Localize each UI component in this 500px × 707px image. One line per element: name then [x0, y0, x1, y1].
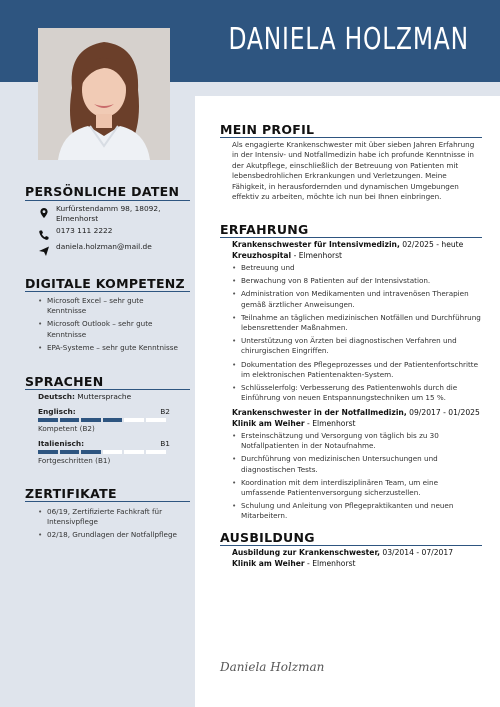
level-segment — [38, 450, 58, 454]
level-segment — [60, 450, 80, 454]
list-item: • Betreuung und — [232, 263, 482, 273]
job-1 — [232, 240, 482, 406]
phone-icon — [38, 226, 52, 238]
section-title-personal: PERSÖNLICHE DATEN — [25, 184, 180, 199]
language-level-text: Fortgeschritten (B1) — [38, 456, 111, 465]
job-title: Krankenschwester in der Notfallmedizin, — [232, 408, 407, 417]
education-dates: 03/2014 - 07/2017 — [379, 548, 454, 557]
list-item: • Durchführung von medizinischen Untersuchungen und diagnostischen Tests. — [232, 454, 482, 474]
employer-location: - Elmenhorst — [291, 250, 343, 260]
language-italian — [38, 439, 170, 465]
level-segment — [124, 450, 144, 454]
section-title-experience: ERFAHRUNG — [220, 222, 309, 237]
native-language-level: Muttersprache — [74, 392, 132, 401]
signature: Daniela Holzman — [220, 660, 325, 674]
native-language — [38, 392, 170, 401]
phone-number: 0173 111 2222 — [56, 226, 113, 235]
profile-text: Als engagierte Krankenschwester mit über sieben Jahren Erfahrung in der Intensiv- und Notfallmedizin habe ich profunde Kenntnisse in der Akutpflege, einschließlich der Betreuung von Patienten mit lebensbedrohlichen Erkrankungen und Verletzungen. Meine Fähigkeit, in herausfordernden und dynamischen Umgebungen effektiv zu arbeiten, möchte ich nun bei Ihnen einbringen. — [232, 140, 475, 202]
education-title: Ausbildung zur Krankenschwester, — [232, 548, 380, 557]
job-dates: 09/2017 - 01/2025 — [406, 408, 480, 417]
divider — [25, 291, 190, 292]
employer-line — [232, 251, 482, 262]
employer-line — [232, 419, 482, 430]
list-item: • Microsoft Outlook – sehr gute Kenntnisse — [38, 319, 178, 339]
section-title-profile: MEIN PROFIL — [220, 122, 315, 137]
language-english — [38, 407, 170, 433]
languages-block — [38, 392, 170, 465]
language-level-text: Kompetent (B2) — [38, 424, 95, 433]
language-level-bar — [38, 450, 170, 454]
level-segment — [81, 418, 101, 422]
employer-location: - Elmenhorst — [304, 418, 356, 428]
job-2 — [232, 408, 482, 525]
language-name: Italienisch: — [38, 439, 85, 448]
level-segment — [103, 450, 123, 454]
list-item: • 06/19, Zertifizierte Fachkraft für Intensivpflege — [38, 507, 178, 527]
list-item: • Schlüsselerfolg: Verbesserung des Patientenwohls durch die Einführung von neuen Entspannungstechniken um 15 %. — [232, 383, 482, 403]
native-language-name: Deutsch: — [38, 392, 75, 401]
section-title-education: AUSBILDUNG — [220, 530, 315, 545]
language-level-bar — [38, 418, 170, 422]
divider — [220, 237, 482, 238]
list-item: • Teilnahme an täglichen medizinischen Notfällen und Durchführung lebensrettender Maßnahmen. — [232, 313, 482, 333]
certificates-list — [38, 507, 178, 544]
language-level-code: B2 — [160, 407, 170, 416]
section-title-languages: SPRACHEN — [25, 374, 104, 389]
divider — [220, 137, 482, 138]
list-item: • Unterstützung von Ärzten bei diagnostischen Verfahren und chirurgischen Eingriffen. — [232, 336, 482, 356]
language-name: Englisch: — [38, 407, 76, 416]
location-pin-icon — [38, 204, 52, 216]
list-item: • 02/18, Grundlagen der Notfallpflege — [38, 530, 178, 540]
address-line-2: Elmenhorst — [56, 214, 99, 223]
section-title-certificates: ZERTIFIKATE — [25, 486, 117, 501]
digital-skills-list — [38, 296, 178, 356]
job-title: Krankenschwester für Intensivmedizin, — [232, 240, 400, 249]
list-item: • Microsoft Excel – sehr gute Kenntnisse — [38, 296, 178, 316]
level-segment — [38, 418, 58, 422]
section-title-digital: DIGITALE KOMPETENZ — [25, 276, 185, 291]
education-entry — [232, 548, 482, 569]
school-location: - Elmenhorst — [304, 558, 356, 568]
list-item: • Berwachung von 8 Patienten auf der Intensivstation. — [232, 276, 482, 286]
level-segment — [81, 450, 101, 454]
job-dates: 02/2025 - heute — [399, 240, 464, 249]
list-item: • Schulung und Anleitung von Pflegepraktikanten und neuen Mitarbeitern. — [232, 501, 482, 521]
level-segment — [146, 418, 166, 422]
level-segment — [124, 418, 144, 422]
divider — [25, 389, 190, 390]
level-segment — [60, 418, 80, 422]
address-line-1: Kurfürstendamm 98, 18092, — [56, 204, 161, 213]
school-line — [232, 559, 482, 570]
list-item: • Ersteinschätzung und Versorgung von täglich bis zu 30 Notfallpatienten in der Notaufnahme. — [232, 431, 482, 451]
language-level-code: B1 — [160, 439, 170, 448]
job-title-line — [232, 408, 482, 419]
list-item: • Dokumentation des Pflegeprozesses und der Patientenfortschritte im elektronischen Patientenakten-System. — [232, 360, 482, 380]
school-name: Klinik am Weiher — [232, 558, 305, 568]
list-item: • EPA-Systeme – sehr gute Kenntnisse — [38, 343, 178, 353]
list-item: • Administration von Medikamenten und intravenösen Therapien gemäß ärztlicher Anweisungen. — [232, 289, 482, 309]
contact-phone — [38, 226, 112, 238]
send-icon — [38, 242, 52, 254]
level-segment — [103, 418, 123, 422]
divider — [25, 501, 190, 502]
divider — [220, 545, 482, 546]
contact-email — [38, 242, 152, 254]
employer-name: Klinik am Weiher — [232, 418, 305, 428]
person-name: DANIELA HOLZMAN — [228, 22, 469, 57]
job-title-line — [232, 240, 482, 251]
profile-photo — [38, 28, 170, 160]
divider — [25, 200, 190, 201]
email-address: daniela.holzman@mail.de — [56, 242, 152, 251]
level-segment — [146, 450, 166, 454]
education-title-line — [232, 548, 482, 559]
list-item: • Koordination mit dem interdisziplinären Team, um eine umfassende Patientenversorgung sicherzustellen. — [232, 478, 482, 498]
employer-name: Kreuzhospital — [232, 250, 292, 260]
contact-address — [38, 204, 160, 224]
